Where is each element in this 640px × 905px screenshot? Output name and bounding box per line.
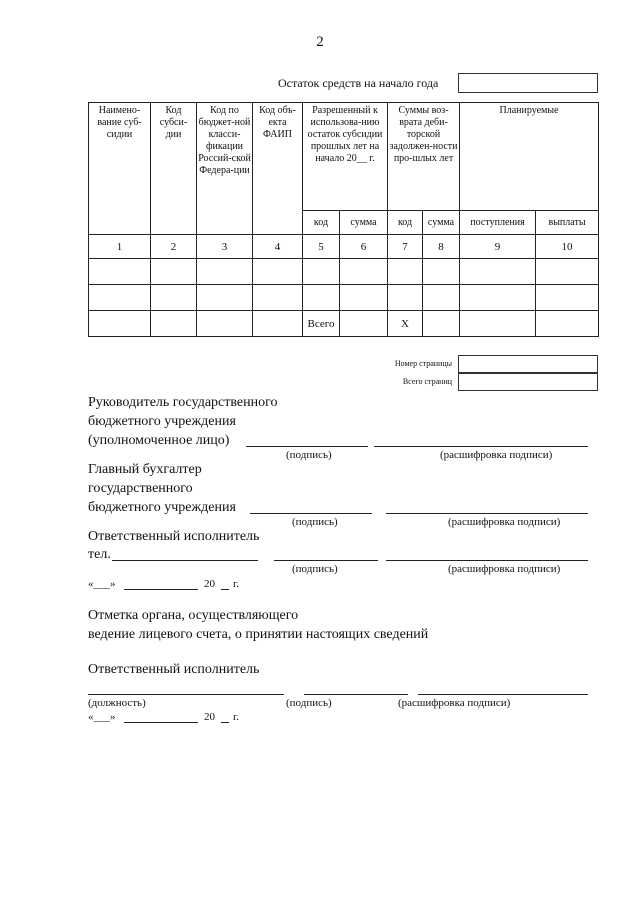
executor-sign-caption: (подпись) — [292, 563, 338, 575]
executor-date-month-line[interactable] — [124, 589, 198, 590]
column-number: 8 — [423, 235, 460, 259]
executor-phone-line[interactable] — [112, 560, 258, 561]
table-cell — [89, 311, 151, 337]
executor-date-day: «___» — [88, 578, 116, 590]
accountant-decode-line[interactable] — [386, 513, 588, 514]
executor2-date-year: 20 — [204, 711, 215, 723]
header-subsidy-code: Код субси-дии — [151, 103, 197, 235]
executor-title: Ответственный исполнитель — [88, 529, 260, 544]
column-number: 7 — [388, 235, 423, 259]
accountant-title-line3: бюджетного учреждения — [88, 500, 236, 515]
total-row — [89, 311, 599, 337]
subsidy-table — [88, 102, 599, 337]
table-cell[interactable] — [388, 259, 423, 285]
total-income-cell[interactable] — [460, 311, 536, 337]
table-cell[interactable] — [460, 259, 536, 285]
total-sum-cell[interactable] — [423, 311, 460, 337]
table-cell[interactable] — [303, 259, 340, 285]
accountant-title-line2: государственного — [88, 481, 193, 496]
executor-decode-caption: (расшифровка подписи) — [448, 563, 561, 575]
table-cell[interactable] — [340, 259, 388, 285]
accountant-signature-line[interactable] — [250, 513, 372, 514]
executor-decode-line[interactable] — [386, 560, 588, 561]
total-pages-label: Всего страниц — [402, 377, 452, 386]
table-cell[interactable] — [151, 285, 197, 311]
table-cell[interactable] — [253, 285, 303, 311]
subheader-income: поступления — [460, 211, 536, 235]
balance-label: Остаток средств на начало года — [278, 76, 439, 90]
total-pages-field[interactable] — [458, 373, 598, 391]
head-title-line1: Руководитель государственного — [88, 395, 278, 410]
column-number: 2 — [151, 235, 197, 259]
total-payments-cell[interactable] — [536, 311, 599, 337]
table-cell — [253, 311, 303, 337]
table-cell[interactable] — [89, 259, 151, 285]
table-cell — [151, 311, 197, 337]
subheader-kod-1: код — [303, 211, 340, 235]
page-number-label: Номер страницы — [394, 359, 452, 368]
head-decode-line[interactable] — [374, 446, 588, 447]
executor-date-g: г. — [233, 578, 240, 590]
head-title-line3: (уполномоченное лицо) — [88, 433, 230, 448]
total-mark: X — [388, 311, 423, 337]
executor-date-year: 20 — [204, 578, 215, 590]
accountant-title-line1: Главный бухгалтер — [88, 462, 202, 477]
mark-line2: ведение лицевого счета, о принятии настоящих сведений — [88, 627, 429, 642]
head-sign-caption: (подпись) — [286, 449, 332, 461]
executor2-sign-caption: (подпись) — [286, 697, 332, 709]
executor-date-year-line[interactable] — [221, 589, 229, 590]
table-cell[interactable] — [89, 285, 151, 311]
executor-signature-line[interactable] — [274, 560, 378, 561]
table-cell[interactable] — [197, 285, 253, 311]
executor-phone-label: тел. — [88, 547, 111, 562]
table-cell[interactable] — [460, 285, 536, 311]
table-cell[interactable] — [423, 259, 460, 285]
subheader-payments: выплаты — [536, 211, 599, 235]
page-number: 2 — [316, 34, 324, 50]
head-decode-caption: (расшифровка подписи) — [440, 449, 553, 461]
column-number: 10 — [536, 235, 599, 259]
executor2-date-month-line[interactable] — [124, 722, 198, 723]
table-cell[interactable] — [340, 285, 388, 311]
subheader-summa-1: сумма — [340, 211, 388, 235]
executor2-decode-line[interactable] — [418, 694, 588, 695]
executor2-position-line[interactable] — [88, 694, 284, 695]
column-number: 5 — [303, 235, 340, 259]
column-numbers-row — [89, 235, 599, 259]
table-cell[interactable] — [536, 285, 599, 311]
header-faip-code: Код объ-екта ФАИП — [253, 103, 303, 235]
total-sum-cell[interactable] — [340, 311, 388, 337]
table-cell[interactable] — [303, 285, 340, 311]
table-cell[interactable] — [151, 259, 197, 285]
subheader-kod-2: код — [388, 211, 423, 235]
table-cell[interactable] — [423, 285, 460, 311]
header-name: Наимено-вание суб-сидии — [89, 103, 151, 235]
column-number: 4 — [253, 235, 303, 259]
table-cell[interactable] — [197, 259, 253, 285]
column-number: 9 — [460, 235, 536, 259]
mark-line1: Отметка органа, осуществляющего — [88, 608, 299, 623]
table-row — [89, 259, 599, 285]
executor2-title: Ответственный исполнитель — [88, 662, 260, 677]
table-cell[interactable] — [253, 259, 303, 285]
header-allowed-balance: Разрешенный к использова-нию остаток субсидии прошлых лет на начало 20__ г. — [303, 103, 388, 211]
table-cell — [197, 311, 253, 337]
head-signature-line[interactable] — [246, 446, 368, 447]
column-number: 6 — [340, 235, 388, 259]
accountant-decode-caption: (расшифровка подписи) — [448, 516, 561, 528]
column-number: 3 — [197, 235, 253, 259]
executor2-position-caption: (должность) — [88, 697, 146, 709]
header-receivables: Суммы воз-врата деби-торской задолжен-ности про-шлых лет — [388, 103, 460, 211]
subheader-summa-2: сумма — [423, 211, 460, 235]
header-budget-code: Код по бюджет-ной класси-фикации Россий-ской Федера-ции — [197, 103, 253, 235]
page-number-field[interactable] — [458, 355, 598, 373]
executor2-date-g: г. — [233, 711, 240, 723]
executor2-date-year-line[interactable] — [221, 722, 229, 723]
header-planned: Планируемые — [460, 103, 599, 211]
total-label: Всего — [303, 311, 340, 337]
balance-field[interactable] — [458, 73, 598, 93]
table-cell[interactable] — [536, 259, 599, 285]
column-number: 1 — [89, 235, 151, 259]
executor2-date-day: «___» — [88, 711, 116, 723]
accountant-sign-caption: (подпись) — [292, 516, 338, 528]
executor2-decode-caption: (расшифровка подписи) — [398, 697, 511, 709]
head-title-line2: бюджетного учреждения — [88, 414, 236, 429]
table-cell[interactable] — [388, 285, 423, 311]
executor2-signature-line[interactable] — [304, 694, 408, 695]
table-row — [89, 285, 599, 311]
